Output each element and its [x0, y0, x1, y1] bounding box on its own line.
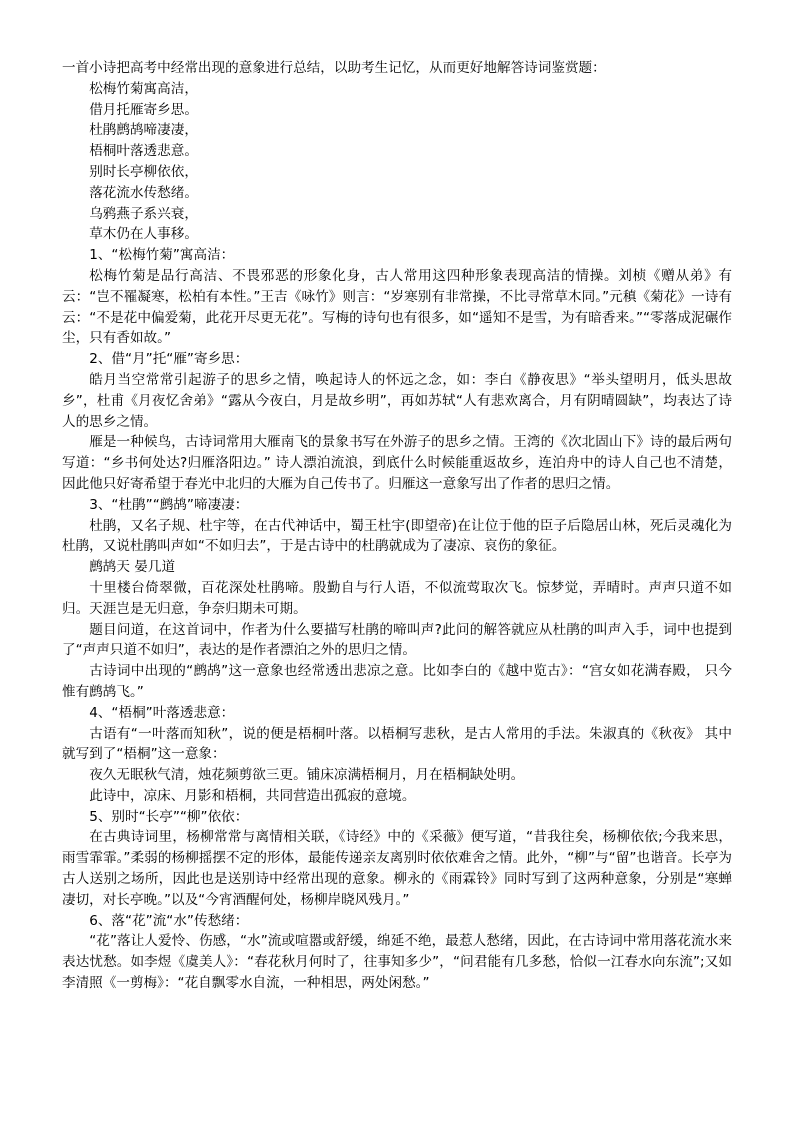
- poem-text: 十里楼台倚翠微，百花深处杜鹃啼。殷勤自与行人语，不似流莺取次飞。惊梦觉，弄晴时。声声只道不如归。天涯岂是无归意，争奈归期未可期。: [62, 579, 732, 617]
- summary-poem: [62, 79, 732, 245]
- section-heading-4: 4、“梧桐”叶落透悲意：: [89, 704, 235, 721]
- body-paragraph: 杜鹃，又名子规、杜宇等，在古代神话中，蜀王杜宇(即望帝)在让位于他的臣子后隐居山林，死后灵魂化为杜鹃，又说杜鹃叫声如“不如归去”，于是古诗中的杜鹃就成为了凄凉、哀伤的象征。: [62, 517, 732, 555]
- section-heading-5: 5、别时“长亭”“柳”依依：: [89, 808, 249, 825]
- section-heading-6: 6、落“花”流“水”传愁绪：: [89, 912, 249, 929]
- body-paragraph: 皓月当空常常引起游子的思乡之情，唤起诗人的怀远之念，如：李白《静夜思》“举头望明月，低头思故乡”，杜甫《月夜忆舍弟》“露从今夜白，月是故乡明”，再如苏轼“人有悲欢离合，月有阴晴圆缺”，均表达了诗人的思乡之情。: [62, 371, 732, 430]
- body-paragraph: 古语有“一叶落而知秋”，说的便是梧桐叶落。以梧桐写悲秋，是古人常用的手法。朱淑真的《秋夜》 其中就写到了“梧桐”这一意象：: [62, 725, 732, 763]
- poem-line: 杜鹃鹧鸪啼凄凄，: [89, 122, 198, 139]
- poem-title: 鹧鸪天 晏几道: [89, 559, 176, 576]
- poem-line: 借月托雁寄乡思。: [89, 101, 198, 118]
- section-heading-2: 2、借“月”托“雁”寄乡思：: [89, 351, 249, 368]
- intro-paragraph: 一首小诗把高考中经常出现的意象进行总结，以助考生记忆，从而更好地解答诗词鉴赏题：: [62, 60, 606, 76]
- section-heading-1: 1、“松梅竹菊”寓高洁：: [89, 247, 235, 264]
- section-heading-3: 3、“杜鹃”“鹧鸪”啼凄凄：: [89, 496, 249, 513]
- body-paragraph: 古诗词中出现的“鹧鸪”这一意象也经常透出悲凉之意。比如李白的《越中览古》：“宫女如花满春殿， 只今惟有鹧鸪飞。”: [62, 663, 732, 700]
- document-page: [62, 58, 732, 994]
- poem-line: 别时长亭柳依依，: [89, 163, 198, 180]
- body-paragraph: 雁是一种候鸟，古诗词常用大雁南飞的景象书写在外游子的思乡之情。王湾的《次北固山下》诗的最后两句写道：“乡书何处达?归雁洛阳边。” 诗人漂泊流浪，到底什么时候能重返故乡，连泊舟中的诗人自己也不清楚，因此他只好寄希望于春光中北归的大雁为自己传书了。归雁这一意象写出了作者的思归之情。: [62, 434, 732, 492]
- poem-text: 夜久无眠秋气清，烛花频剪欲三更。铺床凉满梧桐月，月在梧桐缺处明。: [89, 767, 525, 784]
- body-paragraph: “花”落让人爱怜、伤感，“水”流或喧嚣或舒缓，绵延不绝，最惹人愁绪，因此，在古诗词中常用落花流水来表达忧愁。如李煜《虞美人》：“春花秋月何时了，往事知多少”，“问君能有几多愁，恰似一江春水向东流”;又如李清照《一剪梅》：“花自飘零水自流，一种相思，两处闲愁。”: [62, 933, 732, 992]
- poem-line: 乌鸦燕子系兴衰，: [89, 205, 198, 222]
- body-paragraph: 此诗中，凉床、月影和梧桐，共同营造出孤寂的意境。: [89, 787, 416, 804]
- poem-line: 松梅竹菊寓高洁，: [89, 80, 198, 97]
- body-paragraph: 松梅竹菊是品行高洁、不畏邪恶的形象化身，古人常用这四种形象表现高洁的情操。刘桢《赠从弟》有云：“岂不罹凝寒，松柏有本性。”王吉《咏竹》则言：“岁寒别有非常操，不比寻常草木同。”元稹《菊花》一诗有云：“不是花中偏爱菊，此花开尽更无花”。写梅的诗句也有很多，如“遥知不是雪，为有暗香来。”“零落成泥碾作尘，只有香如故。”: [62, 267, 732, 347]
- body-paragraph: 在古典诗词里，杨柳常常与离情相关联，《诗经》中的《采薇》便写道，“昔我往矣，杨柳依依;今我来思，雨雪霏霏。”柔弱的杨柳摇摆不定的形体，最能传递亲友离别时依依难舍之情。此外，“柳”与“留”也谐音。长亭为古人送别之场所，因此也是送别诗中经常出现的意象。柳永的《雨霖铃》同时写到了这两种意象，分别是“寒蝉凄切，对长亭晚。”以及“今宵酒醒何处，杨柳岸晓风残月。”: [62, 829, 732, 908]
- poem-line: 草木仍在人事移。: [89, 226, 198, 243]
- body-paragraph: 题目问道，在这首词中，作者为什么要描写杜鹃的啼叫声?此问的解答就应从杜鹃的叫声入手，词中也提到了“声声只道不如归”，表达的是作者漂泊之外的思归之情。: [62, 621, 732, 659]
- poem-line: 落花流水传愁绪。: [89, 184, 198, 201]
- poem-line: 梧桐叶落透悲意。: [89, 143, 198, 160]
